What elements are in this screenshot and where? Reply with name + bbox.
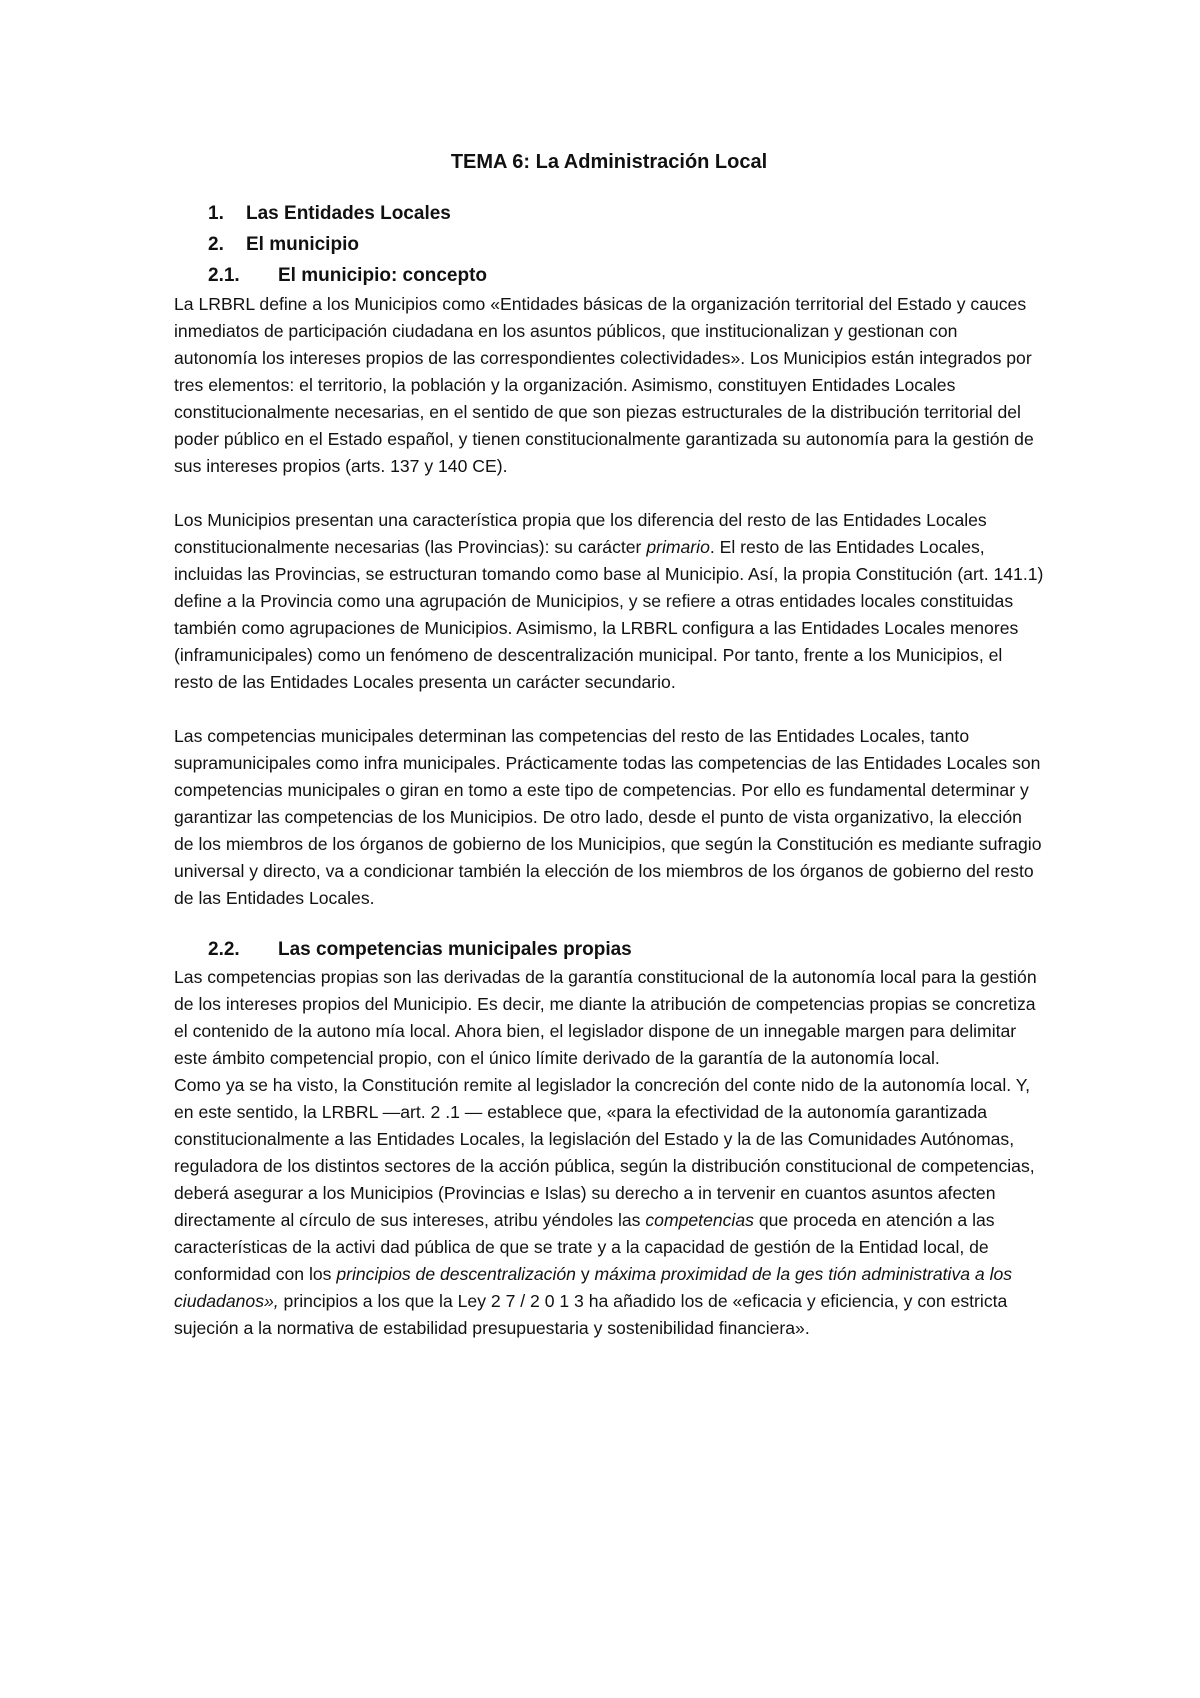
paragraph-text: . El resto de las Entidades Locales, incluidas las Provincias, se estructuran tomando como base al Municipio. Así, la propia Constitución (art. 141.1) define a la Provincia como una agrupación de Municipios, y se refiere a otras entidades locales constituidas también como agrupaciones de Municipios. Asimismo, la LRBRL configura a las Entidades Locales menores (inframunicipales) como un fenómeno de descentralización municipal. Por tanto, frente a los Municipios, el resto de las Entidades Locales presenta un carácter secundario. (174, 537, 1044, 692)
paragraph-text: Los Municipios presentan una característica propia que los diferencia del resto de las Entidades Locales constitucionalmente necesarias (las Provincias): su carácter (174, 510, 987, 557)
paragraph (174, 507, 1044, 696)
emphasis-text: máxima proximidad de la ges tión administrativa a los ciudadanos», (174, 1264, 1013, 1311)
paragraph-spacer (174, 696, 1044, 723)
paragraph (174, 1072, 1044, 1342)
heading-label: Las competencias municipales propias (278, 939, 632, 960)
heading-2-1 (174, 260, 1044, 291)
heading-number: 2.1. (208, 265, 240, 286)
heading-label: El municipio: concepto (278, 265, 488, 286)
paragraph-text: que proceda en atención a las características de la activi dad pública de que se trate y a la capacidad de gestión de la Entidad local, de conformidad con los (174, 1210, 995, 1284)
paragraph-spacer (174, 480, 1044, 507)
paragraph: Las competencias propias son las derivadas de la garantía constitucional de la autonomía local para la gestión de los intereses propios del Municipio. Es decir, me diante la atribución de competencias propias se concretiza el contenido de la autono mía local. Ahora bien, el legislador dispone de un innegable margen para delimitar este ámbito competencial propio, con el único límite derivado de la garantía de la autonomía local. (174, 967, 1037, 1068)
section-headings (174, 198, 1044, 291)
paragraph: Las competencias municipales determinan las competencias del resto de las Entidades Locales, tanto supramunicipales como infra municipales. Prácticamente todas las competencias de las Entidades Locales son competencias municipales o giran en tomo a este tipo de competencias. Por ello es fundamental determinar y garantizar las competencias de los Municipios. De otro lado, desde el punto de vista organizativo, la elección de los miembros de los órganos de gobierno de los Municipios, que según la Constitución es mediante sufragio universal y directo, va a condicionar también la elección de los miembros de los órganos de gobierno del resto de las Entidades Locales. (174, 726, 1042, 908)
paragraph-text: Como ya se ha visto, la Constitución remite al legislador la concreción del conte nido de la autonomía local. Y, en este sentido, la LRBRL —art. 2 .1 — establece que, «para la efectividad de la autonomía garantizada constitucionalmente a las Entidades Locales, la legislación del Estado y la de las Comunidades Autónomas, reguladora de los distintos sectores de la acción pública, según la distribución constitucional de competencias, deberá asegurar a los Municipios (Provincias e Islas) su derecho a in tervenir en cuantos asuntos afecten directamente al círculo de sus intereses, atribu yéndoles las (174, 1075, 1035, 1230)
heading-number: 2.2. (208, 939, 240, 960)
emphasis-text: competencias (645, 1210, 754, 1230)
heading-number: 2. (208, 234, 224, 255)
heading-1 (174, 198, 1044, 229)
paragraph-text: principios a los que la Ley 2 7 / 2 0 1 3 ha añadido los de «eficacia y eficiencia, y con estricta sujeción a la normativa de estabilidad presupuestaria y sostenibilidad financiera». (174, 1291, 1008, 1338)
paragraph: La LRBRL define a los Municipios como «Entidades básicas de la organización territorial del Estado y cauces inmediatos de participación ciudadana en los asuntos públicos, que institucionalizan y gestionan con autonomía los intereses propios de las correspondientes colectividades». Los Municipios están integrados por tres elementos: el territorio, la población y la organización. Asimismo, constituyen Entidades Locales constitucionalmente necesarias, en el sentido de que son piezas estructurales de la distribución territorial del poder público en el Estado español, y tienen constitucionalmente garantizada su autonomía para la gestión de sus intereses propios (arts. 137 y 140 CE). (174, 294, 1034, 476)
heading-label: Las Entidades Locales (246, 203, 451, 224)
heading-number: 1. (208, 203, 224, 224)
page-title: TEMA 6: La Administración Local (450, 151, 768, 173)
heading-2-2 (174, 936, 1044, 964)
heading-label: El municipio (246, 234, 359, 255)
heading-2 (174, 229, 1044, 260)
paragraph-text: y (575, 1264, 595, 1284)
emphasis-text: principios de descentralización (336, 1264, 576, 1284)
document-content (174, 148, 1044, 1342)
emphasis-text: primario (646, 537, 710, 557)
